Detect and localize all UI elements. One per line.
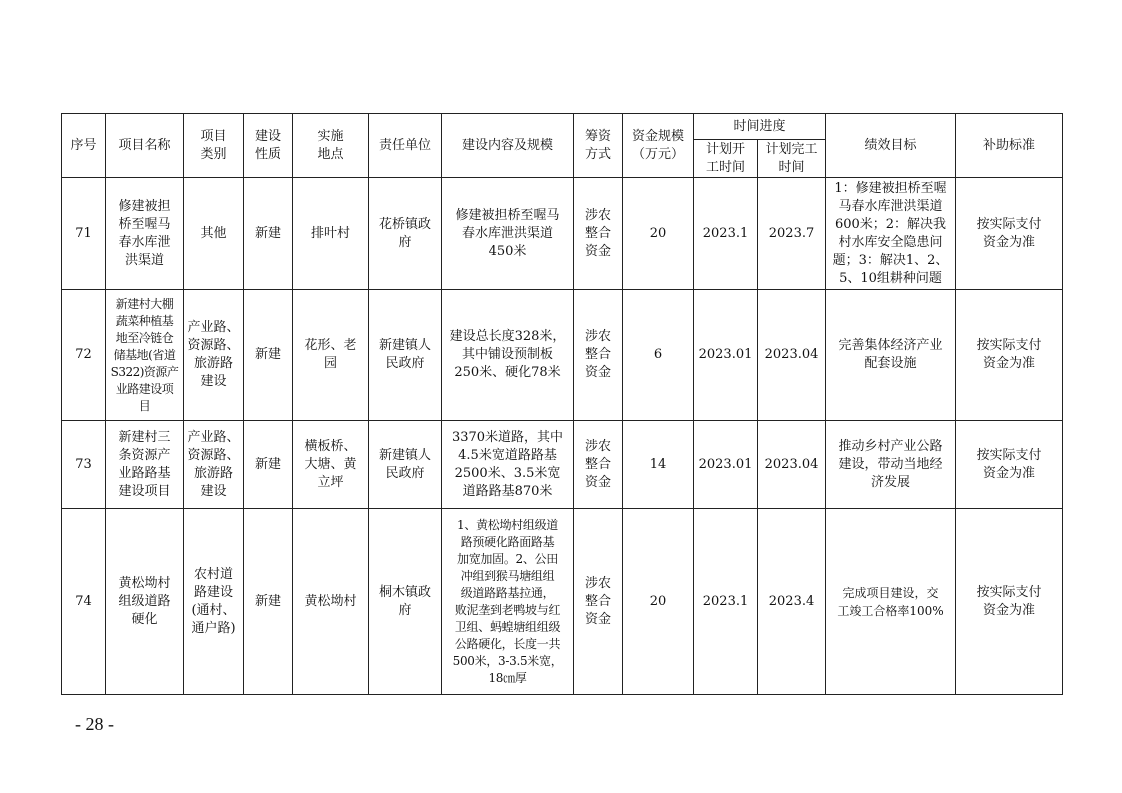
cell-end: 2023.7 (758, 178, 826, 290)
cell-content: 1、黄松坳村组级道 路预硬化路面路基 加宽加固。2、公田 冲组到猴马塘组组 级道路路基拉通， 败泥垄到老鸭坡与红 卫组、蚂蝗塘组组级 公路硬化，长度一共 500米，3-3.5米宽， 18㎝厚 (442, 509, 574, 695)
cell-name: 修建被担 桥至喔马 春水库泄 洪渠道 (106, 178, 184, 290)
cell-seq: 74 (62, 509, 106, 695)
cell-name: 新建村三 条资源产 业路路基 建设项目 (106, 421, 184, 509)
header-end: 计划完工 时间 (758, 140, 826, 178)
cell-name: 新建村大棚 蔬菜种植基 地至冷链仓 储基地(省道 S322)资源产 业路建设项 目 (106, 290, 184, 421)
cell-funding: 涉农 整合 资金 (574, 509, 623, 695)
table-row (62, 421, 1063, 509)
cell-seq: 73 (62, 421, 106, 509)
table-row (62, 290, 1063, 421)
cell-scale: 6 (623, 290, 694, 421)
cell-unit: 新建镇人 民政府 (369, 290, 442, 421)
cell-target: 完成项目建设，交 工竣工合格率100% (826, 509, 956, 695)
cell-seq: 71 (62, 178, 106, 290)
cell-start: 2023.1 (694, 509, 758, 695)
cell-end: 2023.4 (758, 509, 826, 695)
cell-start: 2023.01 (694, 290, 758, 421)
cell-content: 3370米道路，其中 4.5米宽道路路基 2500米、3.5米宽 道路路基870米 (442, 421, 574, 509)
cell-name: 黄松坳村 组级道路 硬化 (106, 509, 184, 695)
cell-location: 黄松坳村 (293, 509, 369, 695)
cell-category: 其他 (184, 178, 244, 290)
cell-target: 完善集体经济产业 配套设施 (826, 290, 956, 421)
cell-scale: 14 (623, 421, 694, 509)
cell-unit: 花桥镇政 府 (369, 178, 442, 290)
cell-seq: 72 (62, 290, 106, 421)
cell-category: 产业路、 资源路、 旅游路 建设 (184, 290, 244, 421)
cell-funding: 涉农 整合 资金 (574, 290, 623, 421)
table-header-row (62, 114, 1063, 140)
cell-target: 1：修建被担桥至喔 马春水库泄洪渠道 600米；2：解决我 村水库安全隐患问 题；3：解决1、2、 5、10组耕种问题 (826, 178, 956, 290)
cell-subsidy: 按实际支付 资金为准 (956, 421, 1063, 509)
header-start: 计划开 工时间 (694, 140, 758, 178)
cell-location: 横板桥、 大塘、黄 立坪 (293, 421, 369, 509)
header-scale: 资金规模 （万元） (623, 114, 694, 178)
cell-funding: 涉农 整合 资金 (574, 178, 623, 290)
header-location: 实施 地点 (293, 114, 369, 178)
cell-end: 2023.04 (758, 421, 826, 509)
table-row (62, 178, 1063, 290)
cell-unit: 新建镇人 民政府 (369, 421, 442, 509)
cell-scale: 20 (623, 509, 694, 695)
cell-target: 推动乡村产业公路 建设，带动当地经 济发展 (826, 421, 956, 509)
header-subsidy: 补助标准 (956, 114, 1063, 178)
header-name: 项目名称 (106, 114, 184, 178)
cell-nature: 新建 (244, 178, 293, 290)
cell-content: 修建被担桥至喔马 春水库泄洪渠道 450米 (442, 178, 574, 290)
header-content: 建设内容及规模 (442, 114, 574, 178)
cell-scale: 20 (623, 178, 694, 290)
header-nature: 建设 性质 (244, 114, 293, 178)
cell-subsidy: 按实际支付 资金为准 (956, 509, 1063, 695)
header-category: 项目 类别 (184, 114, 244, 178)
header-funding: 筹资 方式 (574, 114, 623, 178)
cell-subsidy: 按实际支付 资金为准 (956, 178, 1063, 290)
cell-nature: 新建 (244, 509, 293, 695)
table-row (62, 509, 1063, 695)
cell-funding: 涉农 整合 资金 (574, 421, 623, 509)
cell-subsidy: 按实际支付 资金为准 (956, 290, 1063, 421)
cell-start: 2023.01 (694, 421, 758, 509)
cell-unit: 桐木镇政 府 (369, 509, 442, 695)
page-number: - 28 - (75, 714, 114, 734)
header-target: 绩效目标 (826, 114, 956, 178)
header-seq: 序号 (62, 114, 106, 178)
project-table (61, 113, 1063, 695)
cell-end: 2023.04 (758, 290, 826, 421)
cell-location: 花形、老 园 (293, 290, 369, 421)
cell-nature: 新建 (244, 290, 293, 421)
cell-location: 排叶村 (293, 178, 369, 290)
cell-content: 建设总长度328米， 其中铺设预制板 250米、硬化78米 (442, 290, 574, 421)
cell-start: 2023.1 (694, 178, 758, 290)
cell-category: 产业路、 资源路、 旅游路 建设 (184, 421, 244, 509)
cell-nature: 新建 (244, 421, 293, 509)
cell-category: 农村道 路建设 (通村、 通户路) (184, 509, 244, 695)
header-unit: 责任单位 (369, 114, 442, 178)
header-progress: 时间进度 (694, 114, 826, 140)
